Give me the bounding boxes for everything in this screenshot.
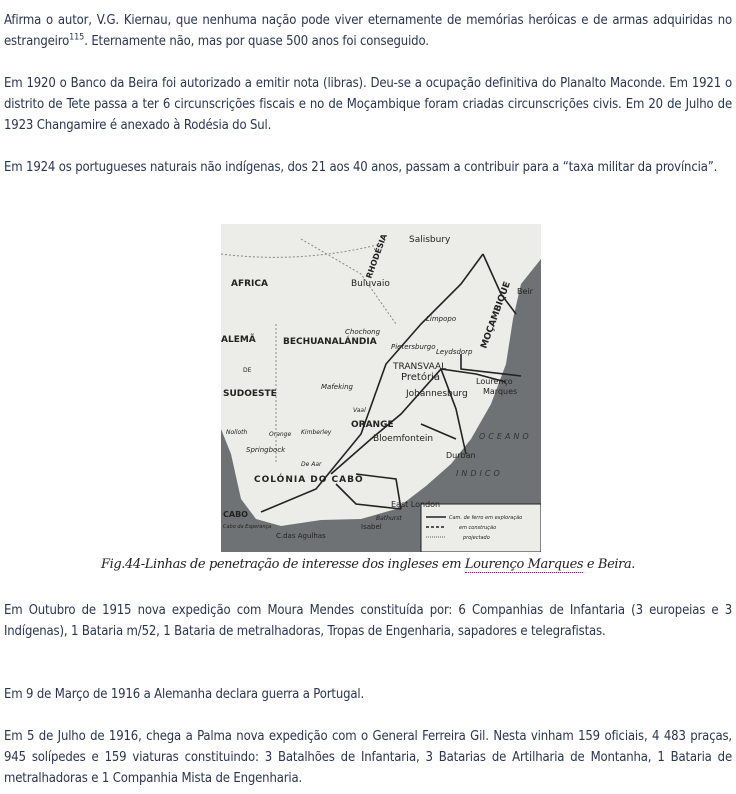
paragraph-1915: Em Outubro de 1915 nova expedição com Moura Mendes constituída por: 6 Companhias de Infantaria (3 europeias e 3 Indígenas), 1 Bataria m/52, 1 Bataria de metralhadoras, Tropas de Engenharia, sapadores e telegrafistas. — [4, 603, 732, 639]
paragraph-text: Afirma o autor, V.G. Kiernau, que nenhuma nação pode viver eternamente de memórias heróicas e de armas adquiridas no estrangeiro — [4, 13, 732, 49]
legend-label: em construção — [459, 525, 497, 531]
map-label: CABO — [223, 510, 248, 519]
map-label: AFRICA — [231, 279, 268, 289]
map-label: Nolloth — [226, 429, 248, 436]
caption-text-underlined: Lourenço Marques — [464, 557, 584, 572]
map-label: Leydsdorp — [436, 348, 473, 356]
map-label: Chochong — [345, 328, 381, 336]
paragraph-1924: Em 1924 os portugueses naturais não indígenas, dos 21 aos 40 anos, passam a contribuir para a “taxa militar da província”. — [4, 160, 718, 175]
map-label: Bloemfontein — [373, 434, 434, 444]
paragraph-kiernau — [4, 10, 732, 52]
map-label: Marques — [483, 387, 518, 396]
map-label: C.das Agulhas — [276, 532, 326, 540]
paragraph-1916-march: Em 9 de Março de 1916 a Alemanha declara guerra a Portugal. — [4, 687, 365, 702]
legend-label: projectado — [463, 535, 490, 541]
map-label: INDICO — [456, 469, 503, 478]
map-label: TRANSVAAL — [393, 362, 447, 372]
caption-text: Fig.44-Linhas de penetração de interesse dos ingleses em — [100, 557, 465, 572]
map-label: Lourenço — [476, 377, 513, 386]
paragraph-1916-july: Em 5 de Julho de 1916, chega a Palma nova expedição com o General Ferreira Gil. Nesta vinham 159 oficiais, 4 483 praças, 945 solípedes e 159 viaturas constituindo: 3 Batalhões de Infantaria, 3 Batarias de Artilharia de Montanha, 1 Bataria de metralhadoras e 1 Companhia Mista de Engenharia. — [4, 729, 732, 786]
paragraph-1920: Em 1920 o Banco da Beira foi autorizado a emitir nota (libras). Deu-se a ocupação definitiva do Planalto Maconde. Em 1921 o distrito de Tete passa a ter 6 circunscrições fiscais e no de Moçambique foram criadas circunscrições civis. Em 20 de Julho de 1923 Changamire é anexado à Rodésia do Sul. — [4, 76, 732, 133]
map-label: OCEANO — [479, 432, 532, 441]
map-label: Pretória — [401, 372, 440, 383]
map-label: Orange — [269, 431, 292, 438]
map-label: Durban — [446, 451, 476, 460]
map-label: Mafeking — [321, 383, 353, 391]
map-label: ORANGE — [351, 420, 394, 430]
map-label: SUDOESTE — [223, 389, 277, 399]
map-label: Salisbury — [409, 235, 451, 245]
map-label: DE — [243, 367, 252, 374]
map-label: COLÓNIA DO CABO — [254, 475, 364, 485]
map-figure — [221, 224, 541, 552]
caption-text: e Beira. — [583, 557, 636, 572]
map-label: Pietersburgo — [391, 343, 436, 351]
map-label: MOÇAMBIQUE — [479, 280, 513, 351]
map-label: RHODÉSIA — [364, 232, 389, 280]
map-label: Johannesburg — [406, 389, 468, 399]
footnote-ref[interactable]: 115 — [69, 32, 85, 43]
map-label: Vaal — [353, 407, 366, 414]
figure-caption — [0, 557, 736, 572]
map-label: Limpopo — [426, 315, 457, 323]
paragraph-text: . Eternamente não, mas por quase 500 anos foi conseguido. — [84, 34, 429, 49]
map-label: Isabel — [361, 523, 382, 531]
map-label: Kimberley — [301, 429, 332, 436]
map-label: De Aar — [301, 461, 322, 468]
map-label: BECHUANALÁNDIA — [283, 337, 377, 347]
map-label: East London — [391, 500, 441, 509]
map-label: Bathurst — [376, 515, 402, 522]
map-label: Buluvaio — [351, 279, 390, 289]
map-label: Beir — [517, 287, 533, 296]
map-label: ALEMÃ — [221, 335, 256, 345]
legend-label: Cam. de ferro em exploração — [449, 515, 523, 521]
map-label: Springbock — [246, 446, 286, 454]
map-label: Cabo da Esperança — [223, 524, 272, 530]
